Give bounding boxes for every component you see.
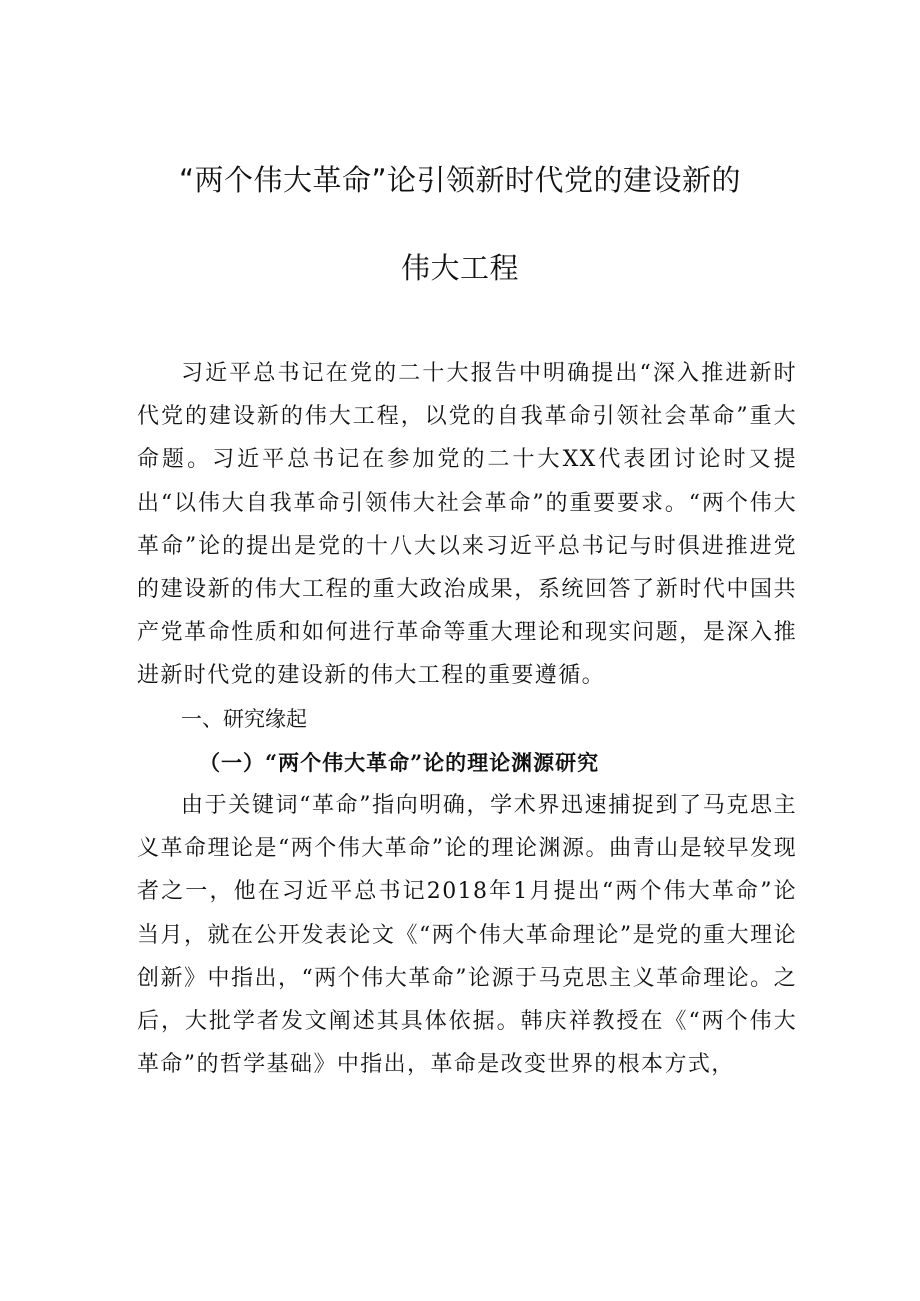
- document-body: [137, 352, 797, 1086]
- intro-paragraph: 习近平总书记在党的二十大报告中明确提出“深入推进新时代党的建设新的伟大工程，以党的自我革命引领社会革命”重大命题。习近平总书记在参加党的二十大XX代表团讨论时又提出“以伟大自我革命引领伟大社会革命”的重要要求。“两个伟大革命”论的提出是党的十八大以来习近平总书记与时俱进推进党的建设新的伟大工程的重大政治成果，系统回答了新时代中国共产党革命性质和如何进行革命等重大理论和现实问题，是深入推进新时代党的建设新的伟大工程的重要遵循。: [137, 361, 797, 689]
- document-title-line-2: 伟大工程: [400, 251, 519, 285]
- document-title-line-1: “两个伟大革命”论引领新时代党的建设新的: [178, 163, 742, 197]
- subsection-heading: （一）“两个伟大革命”论的理论渊源研究: [199, 749, 600, 775]
- section-heading: 一、研究缘起: [181, 706, 307, 731]
- body-paragraph: 由于关键词“革命”指向明确，学术界迅速捕捉到了马克思主义革命理论是“两个伟大革命”论的理论渊源。曲青山是较早发现者之一，他在习近平总书记2018年1月提出“两个伟大革命”论当月，就在公开发表论文《“两个伟大革命理论”是党的重大理论创新》中指出，“两个伟大革命”论源于马克思主义革命理论。之后，大批学者发文阐述其具体依据。韩庆祥教授在《“两个伟大革命”的哲学基础》中指出，革命是改变世界的根本方式，: [137, 793, 797, 1078]
